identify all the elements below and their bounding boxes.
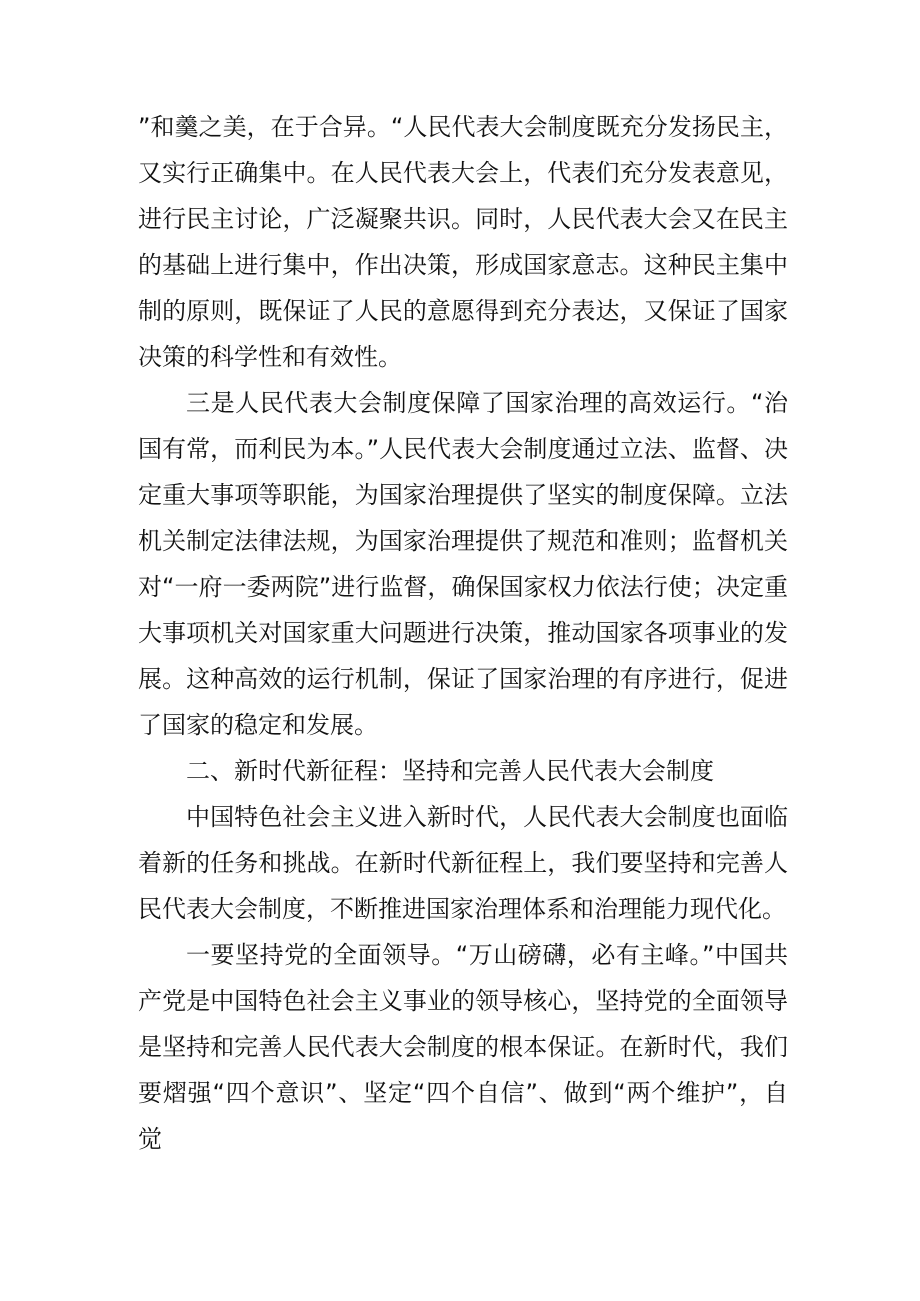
paragraph-third-point: 三是人民代表大会制度保障了国家治理的高效运行。“治国有常，而利民为本。”人民代表大会制度通过立法、监督、决定重大事项等职能，为国家治理提供了坚实的制度保障。立法机关制定法律法规，为国家治理提供了规范和准则；监督机关对“一府一委两院”进行监督，确保国家权力依法行使；决定重大事项机关对国家重大问题进行决策，推动国家各项事业的发展。这种高效的运行机制，保证了国家治理的有序进行，促进了国家的稳定和发展。: [138, 389, 788, 739]
paragraph-continuation: ”和羹之美，在于合异。“人民代表大会制度既充分发扬民主，又实行正确集中。在人民代表大会上，代表们充分发表意见，进行民主讨论，广泛凝聚共识。同时，人民代表大会又在民主的基础上进行集中，作出决策，形成国家意志。这种民主集中制的原则，既保证了人民的意愿得到充分表达，又保证了国家决策的科学性和有效性。: [138, 113, 788, 371]
paragraph-new-era-intro: 中国特色社会主义进入新时代，人民代表大会制度也面临着新的任务和挑战。在新时代新征程上，我们要坚持和完善人民代表大会制度，不断推进国家治理体系和治理能力现代化。: [138, 803, 788, 923]
paragraph-first-requirement: 一要坚持党的全面领导。“万山磅礴，必有主峰。”中国共产党是中国特色社会主义事业的领导核心，坚持党的全面领导是坚持和完善人民代表大会制度的根本保证。在新时代，我们要熠强“四个意识”、坚定“四个自信”、做到“两个维护”，自觉: [138, 941, 788, 1153]
document-body: [138, 104, 788, 1162]
section-heading: 二、新时代新征程：坚持和完善人民代表大会制度: [186, 757, 714, 785]
